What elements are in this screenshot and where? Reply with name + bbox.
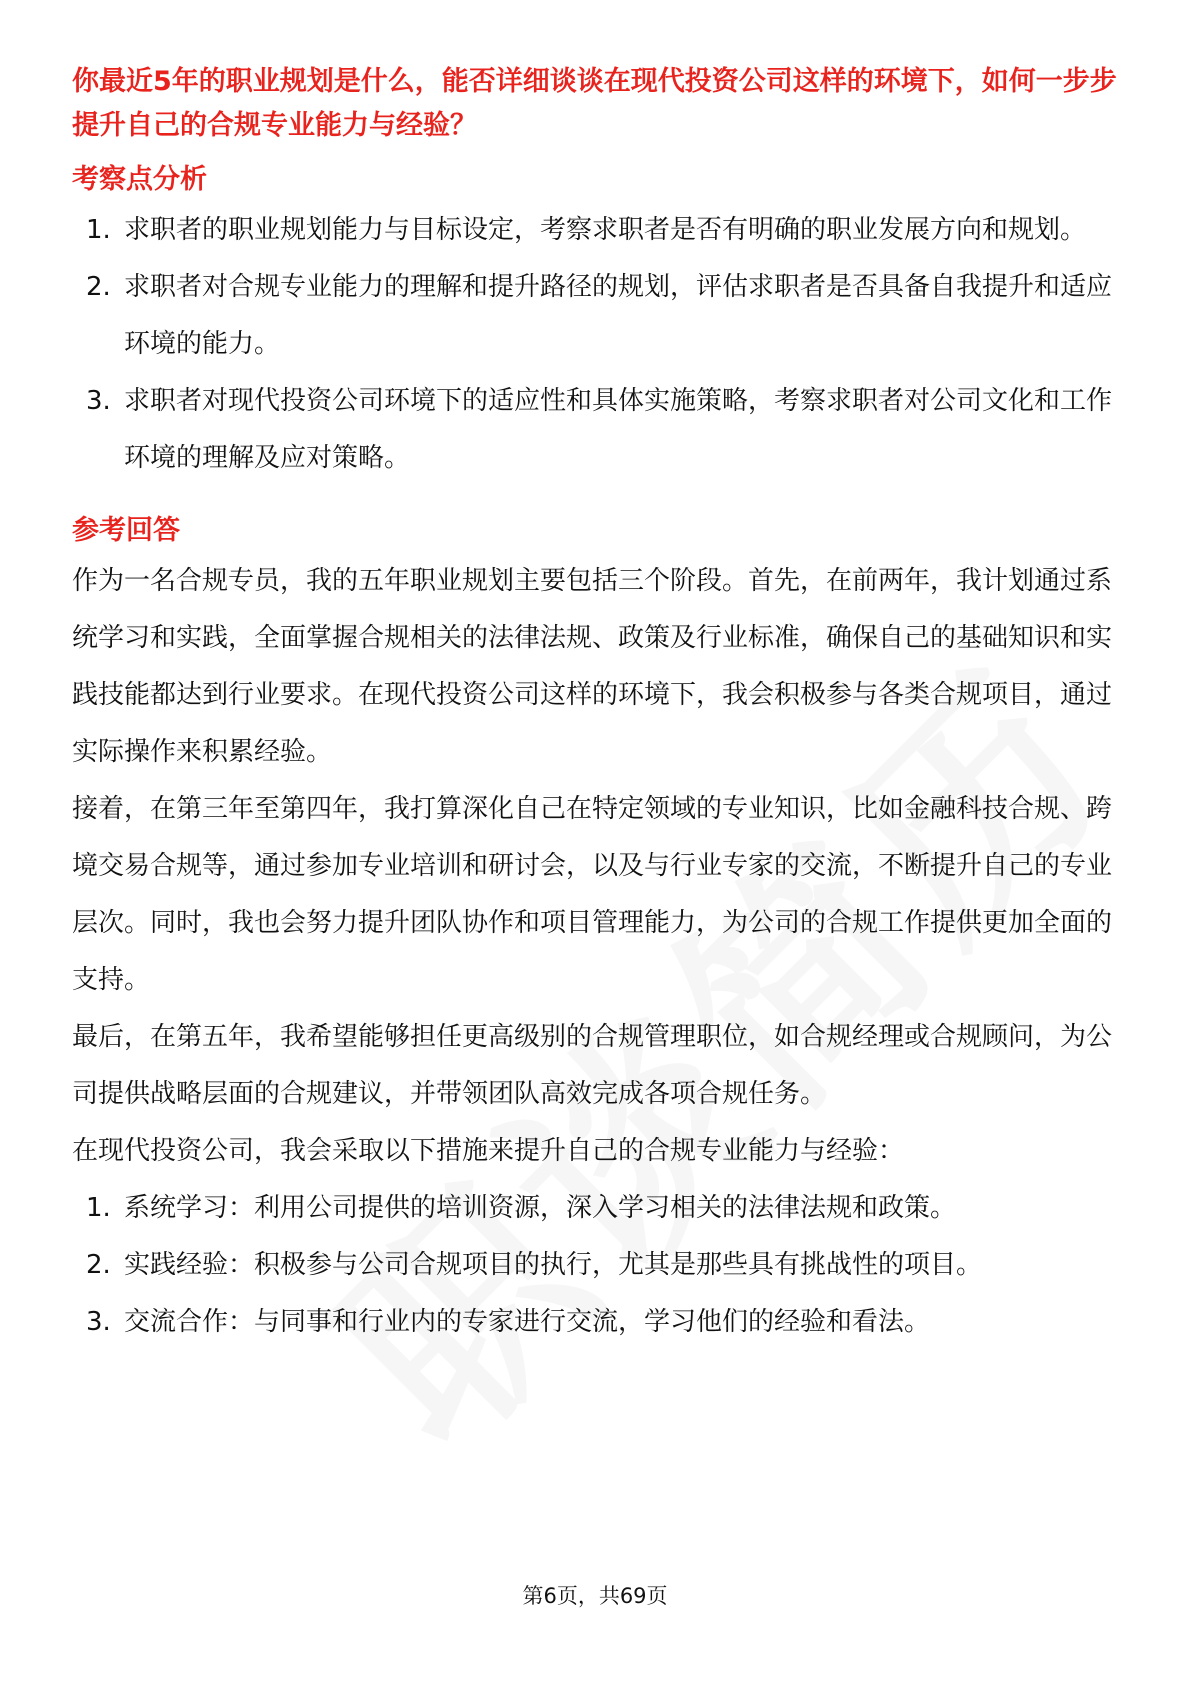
list-text: 求职者的职业规划能力与目标设定，考察求职者是否有明确的职业发展方向和规划。 <box>124 215 1087 245</box>
list-text: 求职者对现代投资公司环境下的适应性和具体实施策略，考察求职者对公司文化和工作环境的理解及应对策略。 <box>124 386 1113 473</box>
measures-list <box>72 1180 1117 1351</box>
answer-paragraph: 接着，在第三年至第四年，我打算深化自己在特定领域的专业知识，比如金融科技合规、跨境交易合规等，通过参加专业培训和研讨会，以及与行业专家的交流，不断提升自己的专业层次。同时，我也会努力提升团队协作和项目管理能力，为公司的合规工作提供更加全面的支持。 <box>72 794 1113 995</box>
list-item <box>72 1237 1117 1294</box>
answer-paragraph: 作为一名合规专员，我的五年职业规划主要包括三个阶段。首先，在前两年，我计划通过系统学习和实践，全面掌握合规相关的法律法规、政策及行业标准，确保自己的基础知识和实践技能都达到行业要求。在现代投资公司这样的环境下，我会积极参与各类合规项目，通过实际操作来积累经验。 <box>72 566 1113 767</box>
answer-heading: 参考回答 <box>72 515 180 546</box>
list-item <box>72 1294 1117 1351</box>
document-page <box>72 60 1117 1351</box>
list-item <box>72 1180 1117 1237</box>
list-item <box>72 259 1117 373</box>
list-item <box>72 202 1117 259</box>
question-title: 你最近5年的职业规划是什么，能否详细谈谈在现代投资公司这样的环境下，如何一步步提升自己的合规专业能力与经验？ <box>72 66 1117 141</box>
list-number: 1. <box>86 215 111 245</box>
list-number: 1. <box>86 1193 111 1223</box>
list-text: 求职者对合规专业能力的理解和提升路径的规划，评估求职者是否具备自我提升和适应环境的能力。 <box>124 272 1113 359</box>
list-number: 3. <box>86 386 111 416</box>
answer-paragraph: 在现代投资公司，我会采取以下措施来提升自己的合规专业能力与经验： <box>72 1136 905 1166</box>
answer-paragraph: 最后，在第五年，我希望能够担任更高级别的合规管理职位，如合规经理或合规顾问，为公司提供战略层面的合规建议，并带领团队高效完成各项合规任务。 <box>72 1022 1113 1109</box>
analysis-list <box>72 202 1117 487</box>
list-text: 交流合作：与同事和行业内的专家进行交流，学习他们的经验和看法。 <box>124 1307 931 1337</box>
list-number: 2. <box>86 272 111 302</box>
list-text: 系统学习：利用公司提供的培训资源，深入学习相关的法律法规和政策。 <box>124 1193 957 1223</box>
list-item <box>72 373 1117 487</box>
analysis-heading: 考察点分析 <box>72 164 207 195</box>
page-number: 第6页，共69页 <box>522 1584 668 1608</box>
list-number: 2. <box>86 1250 111 1280</box>
list-number: 3. <box>86 1307 111 1337</box>
list-text: 实践经验：积极参与公司合规项目的执行，尤其是那些具有挑战性的项目。 <box>124 1250 983 1280</box>
